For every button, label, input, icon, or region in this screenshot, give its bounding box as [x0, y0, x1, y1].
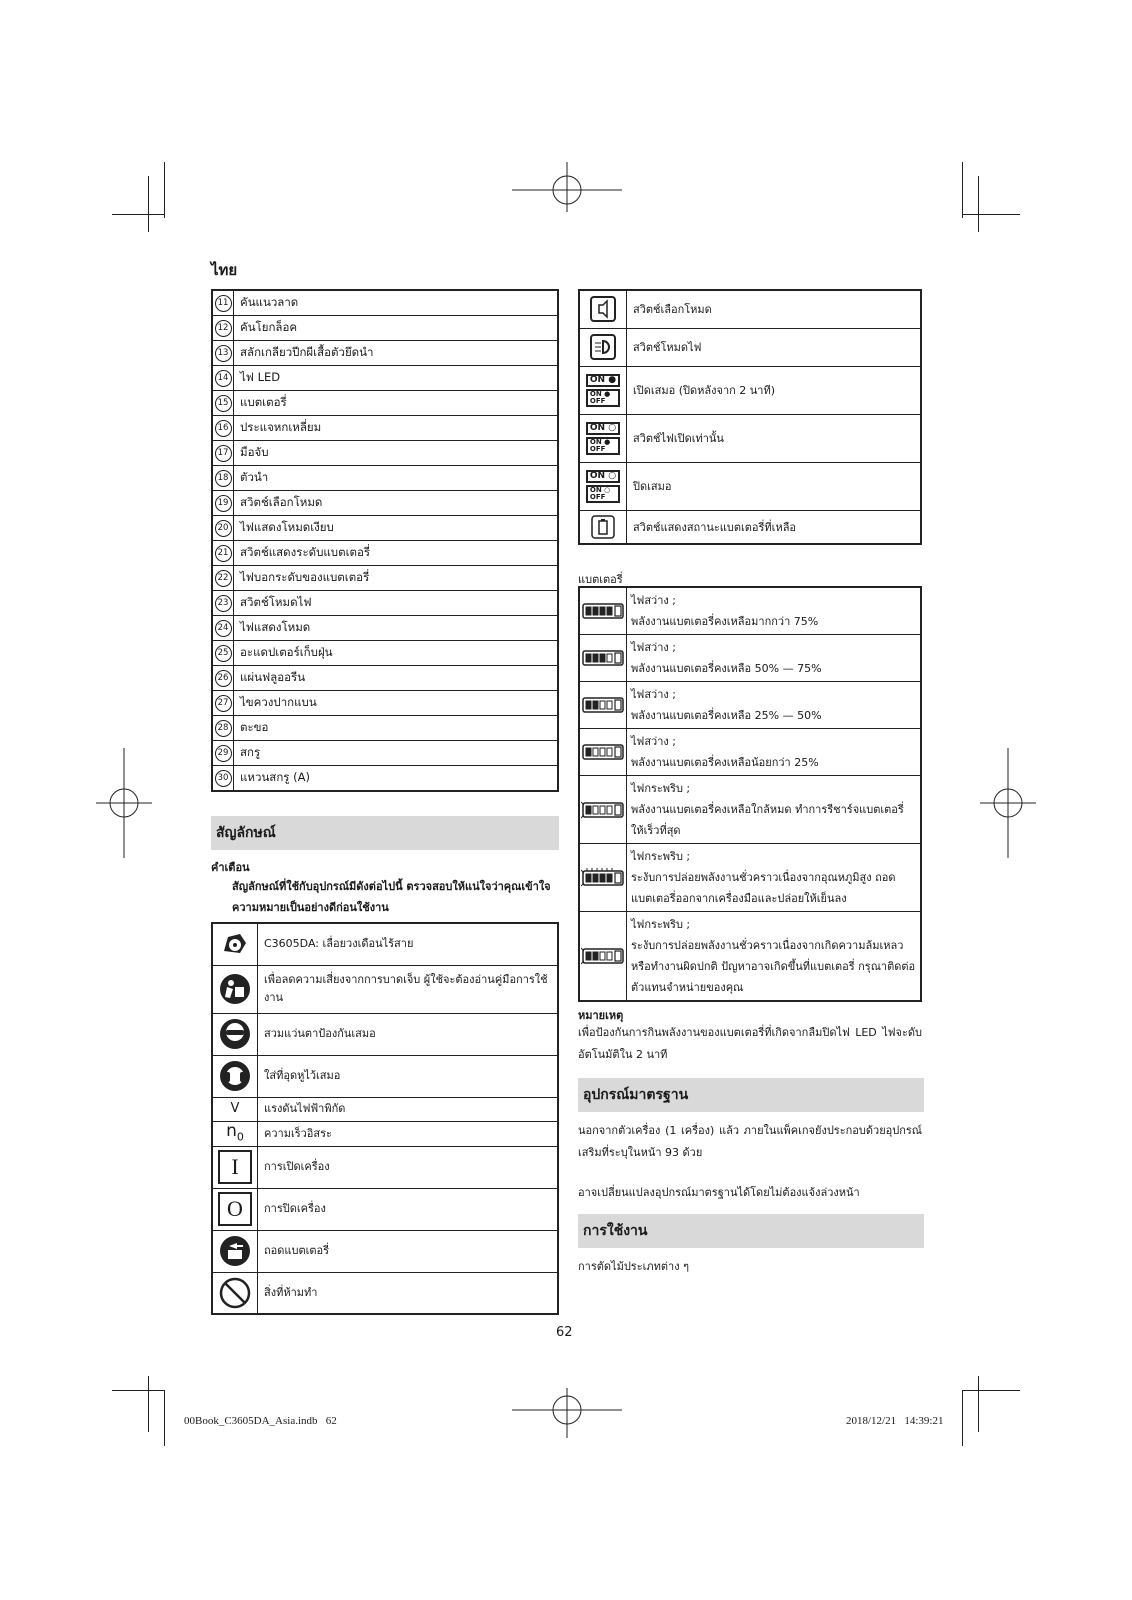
parts-row: [212, 290, 558, 316]
part-label: สกรู: [234, 741, 559, 766]
part-label: ไฟ LED: [234, 366, 559, 391]
onoff-bottom: OFF: [589, 444, 606, 453]
part-label: คันโยกล็อค: [234, 316, 559, 341]
switch-table: [578, 289, 922, 545]
part-number-cell: [212, 691, 234, 716]
battery-row: [579, 635, 921, 682]
parts-row: [212, 416, 558, 441]
part-label: สวิตช์เลือกโหมด: [234, 491, 559, 516]
part-number: 16: [215, 420, 232, 437]
part-number-cell: [212, 541, 234, 566]
part-number-cell: [212, 766, 234, 792]
standard-accessories-text: นอกจากตัวเครื่อง (1 เครื่อง) แล้ว ภายในแพ็คเกจยังประกอบด้วยอุปกรณ์เสริมที่ระบุในหน้า 93 ด้วย: [578, 1124, 922, 1159]
part-number-cell: [212, 391, 234, 416]
part-label: ประแจหกเหลี่ยม: [234, 416, 559, 441]
battery-detail: พลังงานแบตเตอรี่คงเหลือมากกว่า 75%: [631, 615, 819, 628]
goggles-icon: [212, 1013, 258, 1055]
battery-row: [579, 776, 921, 844]
parts-row: [212, 616, 558, 641]
symbol-text: สิ่งที่ห้ามทำ: [258, 1272, 559, 1314]
part-label: มือจับ: [234, 441, 559, 466]
part-number-cell: [212, 666, 234, 691]
warning-title: คำเตือน: [211, 861, 250, 874]
part-number: 11: [215, 295, 232, 312]
symbol-text: ความเร็วอิสระ: [258, 1121, 559, 1146]
parts-row: [212, 641, 558, 666]
standard-accessories-note: อาจเปลี่ยนแปลงอุปกรณ์มาตรฐานได้โดยไม่ต้องแจ้งล่วงหน้า: [578, 1186, 860, 1199]
symbol-text: แรงดันไฟฟ้าพิกัด: [258, 1097, 559, 1121]
on-indicator-icon: ON ○ ON ○ OFF: [579, 462, 627, 510]
part-number: 21: [215, 545, 232, 562]
battery-state: ไฟสว่าง ;: [631, 735, 676, 748]
power-off-icon: [212, 1188, 258, 1230]
battery-detail: พลังงานแบตเตอรี่คงเหลือน้อยกว่า 25%: [631, 756, 819, 769]
parts-row: [212, 391, 558, 416]
battery-heat-icon: [579, 844, 627, 912]
part-number-cell: [212, 366, 234, 391]
warning-text: สัญลักษณ์ที่ใช้กับอุปกรณ์มีดังต่อไปนี้ ตรวจสอบให้แน่ใจว่าคุณเข้าใจความหมายเป็นอย่างดีก่อนใช้งาน: [232, 880, 551, 914]
onoff-top: ON: [589, 389, 602, 398]
part-number: 30: [215, 770, 232, 787]
part-label: ไฟแสดงโหมด: [234, 616, 559, 641]
battery-detail: พลังงานแบตเตอรี่คงเหลือใกล้หมด ทำการรีชาร์จแบตเตอรี่ให้เร็วที่สุด: [631, 803, 904, 837]
onoff-top: ON: [589, 485, 602, 494]
battery-label: แบตเตอรี่: [578, 573, 623, 586]
part-number: 29: [215, 745, 232, 762]
battery-table: [578, 586, 922, 1002]
symbol-text: C3605DA: เลื่อยวงเดือนไร้สาย: [258, 923, 559, 965]
symbol-text: ใส่ที่อุดหูไว้เสมอ: [258, 1055, 559, 1097]
part-label: แหวนสกรู (A): [234, 766, 559, 792]
registration-mark-bottom: [512, 1388, 622, 1438]
part-number: 27: [215, 695, 232, 712]
part-label: ไฟแสดงโหมดเงียบ: [234, 516, 559, 541]
battery-2-icon: [579, 682, 627, 729]
battery-blink-icon: [579, 776, 627, 844]
prohibited-icon: [212, 1272, 258, 1314]
on-label: ON: [589, 470, 606, 481]
part-number-cell: [212, 466, 234, 491]
symbol-text: การปิดเครื่อง: [258, 1188, 559, 1230]
part-number-cell: [212, 516, 234, 541]
parts-row: [212, 566, 558, 591]
battery-detail: พลังงานแบตเตอรี่คงเหลือ 25% — 50%: [631, 709, 822, 722]
part-label: ตะขอ: [234, 716, 559, 741]
battery-desc: [627, 682, 922, 729]
part-number-cell: [212, 716, 234, 741]
switch-text: สวิตช์โหมดไฟ: [627, 328, 922, 366]
battery-desc: [627, 776, 922, 844]
part-label: สวิตช์แสดงระดับแบตเตอรี่: [234, 541, 559, 566]
parts-table: [211, 289, 559, 792]
voltage-symbol: V: [212, 1097, 258, 1121]
parts-row: [212, 366, 558, 391]
usage-heading: การใช้งาน: [578, 1214, 924, 1248]
part-number-cell: [212, 341, 234, 366]
part-number-cell: [212, 416, 234, 441]
part-number-cell: [212, 316, 234, 341]
symbols-heading: สัญลักษณ์: [211, 816, 559, 850]
light-mode-icon: [579, 328, 627, 366]
switch-text: สวิตช์แสดงสถานะแบตเตอรี่ที่เหลือ: [627, 510, 922, 544]
ear-protection-icon: [212, 1055, 258, 1097]
parts-row: [212, 716, 558, 741]
part-label: ไขควงปากแบน: [234, 691, 559, 716]
battery-detail: ระงับการปล่อยพลังงานชั่วคราวเนื่องจากเกิดความล้มเหลวหรือทำงานผิดปกติ ปัญหาอาจเกิดขึ้นที่แบตเตอรี่ กรุณาติดต่อตัวแทนจำหน่ายของคุณ: [631, 939, 916, 994]
no-load-speed-sub: 0: [236, 1129, 244, 1143]
switch-text: เปิดเสมอ (ปิดหลังจาก 2 นาที): [627, 366, 922, 414]
note-title: หมายเหตุ: [578, 1009, 624, 1022]
part-number: 23: [215, 595, 232, 612]
part-number-cell: [212, 741, 234, 766]
registration-mark-top: [512, 162, 622, 212]
symbol-text: การเปิดเครื่อง: [258, 1146, 559, 1188]
part-number-cell: [212, 290, 234, 316]
on-indicator-icon: ON ○ ON ● OFF: [579, 414, 627, 462]
power-off-glyph: O: [218, 1192, 252, 1226]
part-number: 14: [215, 370, 232, 387]
battery-3-icon: [579, 635, 627, 682]
parts-row: [212, 541, 558, 566]
part-number-cell: [212, 591, 234, 616]
part-number: 24: [215, 620, 232, 637]
onoff-top: ON: [589, 437, 602, 446]
parts-row: [212, 591, 558, 616]
part-number: 15: [215, 395, 232, 412]
battery-1-icon: [579, 729, 627, 776]
parts-row: [212, 441, 558, 466]
part-label: อะแดปเตอร์เก็บฝุ่น: [234, 641, 559, 666]
part-number-cell: [212, 616, 234, 641]
part-number: 28: [215, 720, 232, 737]
parts-row: [212, 666, 558, 691]
power-on-icon: [212, 1146, 258, 1188]
part-number: 22: [215, 570, 232, 587]
standard-accessories-heading: อุปกรณ์มาตรฐาน: [578, 1078, 924, 1112]
battery-row: [579, 729, 921, 776]
battery-desc: [627, 729, 922, 776]
note-text: เพื่อป้องกันการกินพลังงานของแบตเตอรี่ที่เกิดจากลืมปิดไฟ LED ไฟจะดับอัตโนมัติใน 2 นาที: [578, 1026, 922, 1061]
part-number-cell: [212, 441, 234, 466]
battery-state: ไฟกระพริบ ;: [631, 918, 691, 931]
on-label: ON: [589, 422, 606, 433]
parts-row: [212, 341, 558, 366]
battery-detail: ระงับการปล่อยพลังงานชั่วคราวเนื่องจากอุณหภูมิสูง ถอดแบตเตอรี่ออกจากเครื่องมือและปล่อยให้เย็นลง: [631, 871, 896, 905]
battery-4-icon: [579, 587, 627, 635]
parts-row: [212, 741, 558, 766]
parts-row: [212, 516, 558, 541]
page-number: 62: [556, 1325, 573, 1340]
parts-row: [212, 691, 558, 716]
symbol-text: ถอดแบตเตอรี่: [258, 1230, 559, 1272]
onoff-bottom: OFF: [589, 492, 606, 501]
part-label: สลักเกลียวปีกผีเสื้อตัวยึดนำ: [234, 341, 559, 366]
part-number-cell: [212, 491, 234, 516]
symbols-table: [211, 922, 559, 1315]
on-indicator-icon: ON ● ON ● OFF: [579, 366, 627, 414]
switch-text: สวิตช์เลือกโหมด: [627, 290, 922, 328]
saw-icon: [212, 923, 258, 965]
usage-text: การตัดไม้ประเภทต่าง ๆ: [578, 1260, 689, 1273]
no-load-speed-glyph: n: [226, 1120, 237, 1141]
language-heading: ไทย: [211, 261, 238, 279]
registration-mark-right: [980, 748, 1036, 858]
part-number-cell: [212, 566, 234, 591]
battery-desc: [627, 844, 922, 912]
switch-text: ปิดเสมอ: [627, 462, 922, 510]
parts-row: [212, 766, 558, 792]
on-label: ON: [589, 374, 606, 385]
part-number: 12: [215, 320, 232, 337]
part-label: ไฟบอกระดับของแบตเตอรี่: [234, 566, 559, 591]
part-number: 13: [215, 345, 232, 362]
battery-check-icon: [579, 510, 627, 544]
part-label: ตัวนำ: [234, 466, 559, 491]
battery-state: ไฟสว่าง ;: [631, 688, 676, 701]
footer-timestamp: 2018/12/21 14:39:21: [846, 1415, 944, 1427]
part-number: 17: [215, 445, 232, 462]
parts-row: [212, 466, 558, 491]
mode-switch-icon: [579, 290, 627, 328]
part-label: สวิตช์โหมดไฟ: [234, 591, 559, 616]
no-load-speed-symbol: [212, 1121, 258, 1146]
battery-desc: [627, 587, 922, 635]
battery-state: ไฟสว่าง ;: [631, 594, 676, 607]
part-label: แบตเตอรี่: [234, 391, 559, 416]
part-number: 20: [215, 520, 232, 537]
battery-state: ไฟกระพริบ ;: [631, 850, 691, 863]
parts-row: [212, 316, 558, 341]
battery-row: [579, 844, 921, 912]
battery-row: [579, 587, 921, 635]
read-manual-icon: [212, 965, 258, 1013]
part-number: 19: [215, 495, 232, 512]
part-number: 25: [215, 645, 232, 662]
switch-text: สวิตช์ไฟเปิดเท่านั้น: [627, 414, 922, 462]
footer-filename: 00Book_C3605DA_Asia.indb 62: [184, 1415, 337, 1427]
battery-desc: [627, 635, 922, 682]
symbol-text: เพื่อลดความเสี่ยงจากการบาดเจ็บ ผู้ใช้จะต้องอ่านคู่มือการใช้งาน: [258, 965, 559, 1013]
parts-row: [212, 491, 558, 516]
battery-state: ไฟสว่าง ;: [631, 641, 676, 654]
registration-mark-left: [96, 748, 152, 858]
battery-fault-icon: [579, 912, 627, 1002]
part-label: คันแนวลาด: [234, 290, 559, 316]
part-number: 26: [215, 670, 232, 687]
part-number: 18: [215, 470, 232, 487]
symbol-text: สวมแว่นตาป้องกันเสมอ: [258, 1013, 559, 1055]
power-on-glyph: I: [218, 1150, 252, 1184]
battery-row: [579, 912, 921, 1002]
battery-detail: พลังงานแบตเตอรี่คงเหลือ 50% — 75%: [631, 662, 822, 675]
battery-remove-icon: [212, 1230, 258, 1272]
part-number-cell: [212, 641, 234, 666]
battery-row: [579, 682, 921, 729]
battery-state: ไฟกระพริบ ;: [631, 782, 691, 795]
battery-desc: [627, 912, 922, 1002]
onoff-bottom: OFF: [589, 396, 606, 405]
part-label: แผ่นฟลูออรีน: [234, 666, 559, 691]
